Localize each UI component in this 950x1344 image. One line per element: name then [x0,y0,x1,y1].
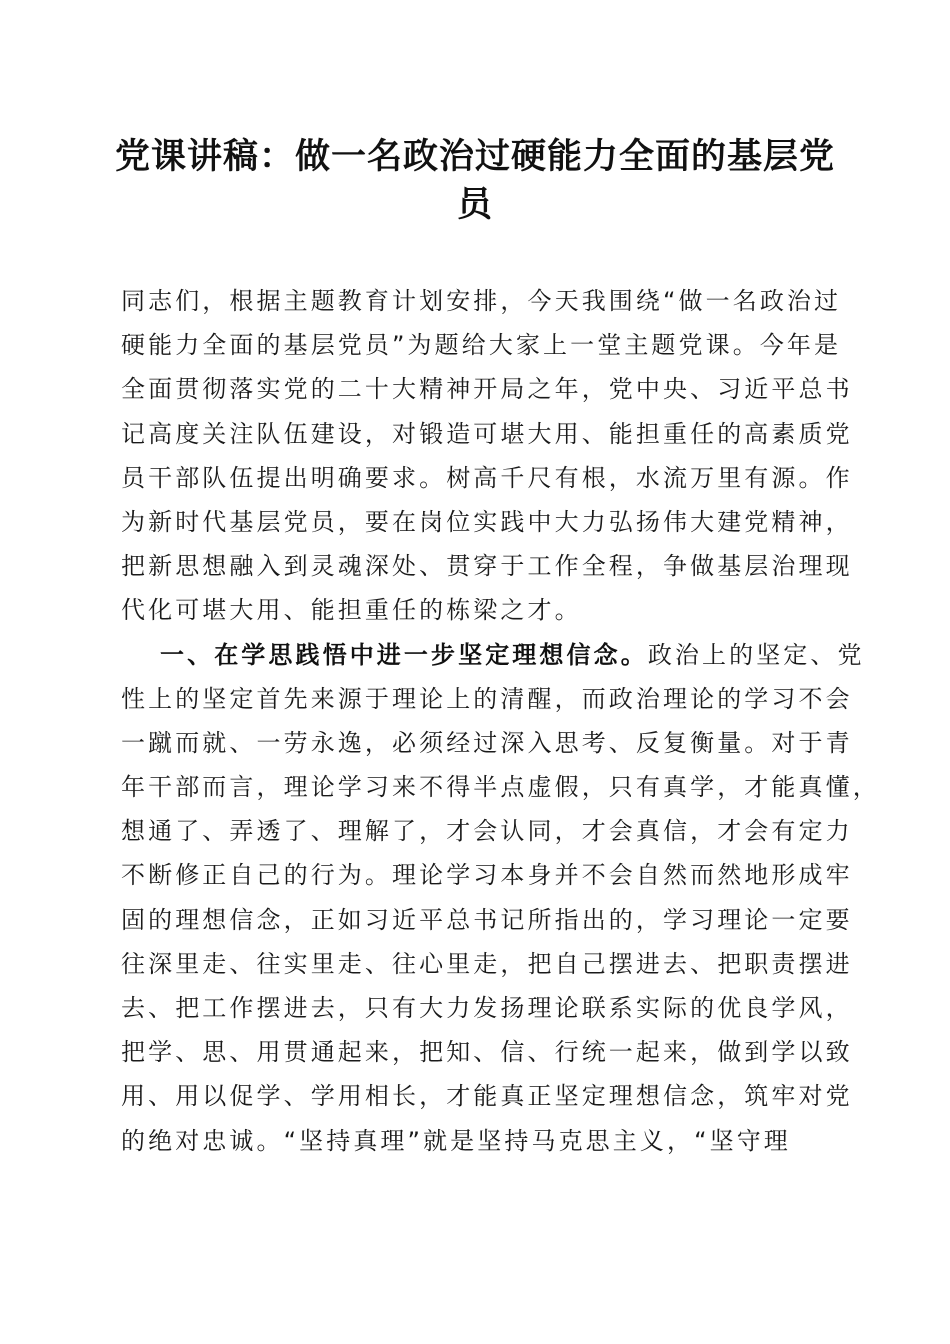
text-line: 把学、思、用贯通起来，把知、信、行统一起来，做到学以致 [121,1038,853,1067]
text-line: 往深里走、往实里走、往心里走，把自己摆进去、把职责摆进 [121,949,853,978]
document-body [121,279,880,1163]
text-line: 的绝对忠诚。“坚持真理”就是坚持马克思主义，“坚守理 [121,1126,791,1155]
text-line: 想通了、弄透了、理解了，才会认同，才会真信，才会有定力 [121,817,853,846]
text-line: 年干部而言，理论学习来不得半点虚假，只有真学，才能真懂， [121,773,880,802]
text-line: 不断修正自己的行为。理论学习本身并不会自然而然地形成牢 [121,861,853,890]
title-line: 员 [456,184,493,225]
text-line: 去、把工作摆进去，只有大力发扬理论联系实际的优良学风， [121,994,853,1022]
text-line: 记高度关注队伍建设，对锻造可堪大用、能担重任的高素质党 [121,419,853,448]
text-line: 员干部队伍提出明确要求。树高千尺有根，水流万里有源。作 [121,463,853,492]
text-line: 为新时代基层党员，要在岗位实践中大力弘扬伟大建党精神， [121,507,853,536]
text-line: 一蹴而就、一劳永逸，必须经过深入思考、反复衡量。对于青 [121,728,853,757]
paragraph-intro [121,279,853,633]
text-line: 固的理想信念，正如习近平总书记所指出的，学习理论一定要 [121,905,853,934]
text-line-first [121,633,865,677]
document-title [100,133,850,229]
text-line: 用、用以促学、学用相长，才能真正坚定理想信念，筑牢对党 [121,1082,853,1111]
section-heading: 一、在学思践悟中进一步坚定理想信念。 [160,640,648,669]
section-first-line-text: 政治上的坚定、党 [647,640,865,669]
paragraph-section-1 [121,633,880,1163]
text-line: 代化可堪大用、能担重任的栋梁之才。 [121,596,582,625]
text-line: 性上的坚定首先来源于理论上的清醒，而政治理论的学习不会 [121,684,853,713]
text-line: 全面贯彻落实党的二十大精神开局之年，党中央、习近平总书 [121,375,853,404]
text-line: 同志们，根据主题教育计划安排，今天我围绕“做一名政治过 [121,287,842,315]
text-line: 硬能力全面的基层党员”为题给大家上一堂主题党课。今年是 [121,331,842,360]
title-line: 党课讲稿：做一名政治过硬能力全面的基层党 [114,136,835,177]
text-line: 把新思想融入到灵魂深处、贯穿于工作全程，争做基层治理现 [121,552,853,581]
